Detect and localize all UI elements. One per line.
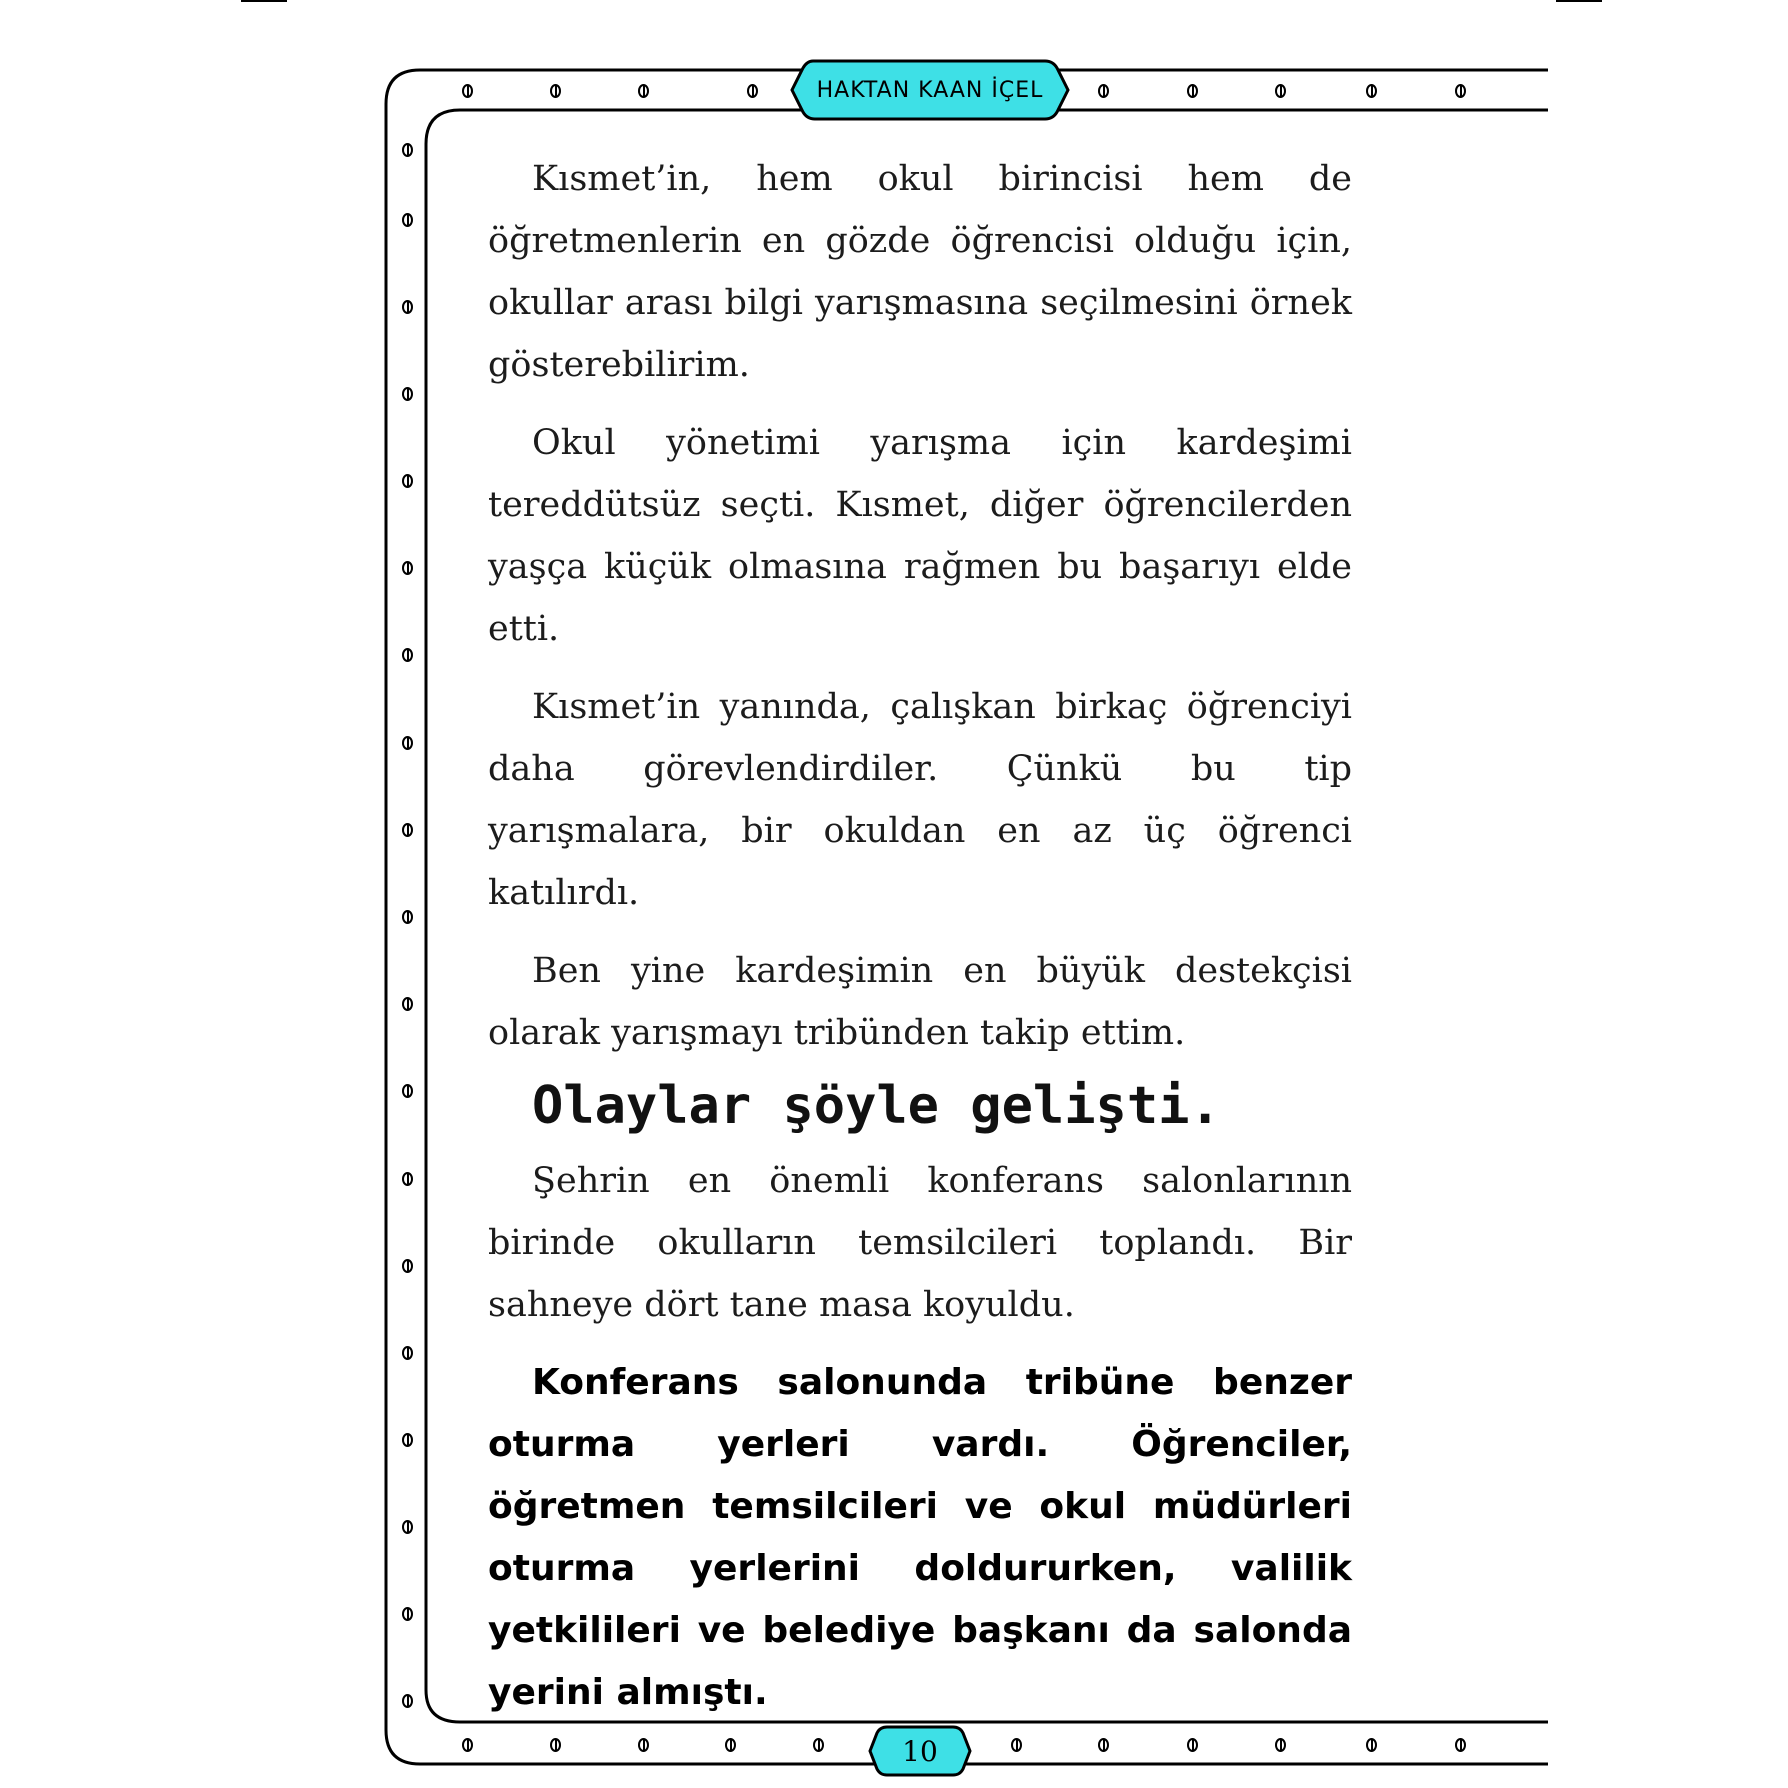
rivet-icon bbox=[1275, 84, 1286, 98]
rivet-icon bbox=[550, 84, 561, 98]
rivet-icon bbox=[402, 1520, 413, 1534]
rivet-icon bbox=[402, 300, 413, 314]
page-content bbox=[488, 148, 1352, 1740]
rivet-icon bbox=[813, 1738, 824, 1752]
page-number-tag bbox=[867, 1724, 973, 1778]
rivet-icon bbox=[462, 84, 473, 98]
rivet-icon bbox=[747, 84, 758, 98]
rivet-icon bbox=[1098, 1738, 1109, 1752]
section-heading: Olaylar şöyle gelişti. bbox=[532, 1076, 1221, 1136]
rivet-icon bbox=[402, 387, 413, 401]
rivet-icon bbox=[402, 910, 413, 924]
rivet-icon bbox=[402, 1433, 413, 1447]
rivet-icon bbox=[402, 1172, 413, 1186]
paragraph: Ben yine kardeşimin en büyük destekçisi olarak yarışmayı tribünden takip ettim. bbox=[488, 951, 1352, 1053]
rivet-icon bbox=[402, 143, 413, 157]
rivet-icon bbox=[402, 1084, 413, 1098]
rivet-icon bbox=[1366, 84, 1377, 98]
paragraph: Kısmet’in, hem okul birincisi hem de öğretmenlerin en gözde öğrencisi olduğu için, okullar arası bilgi yarışmasına seçilmesini örnek gösterebilirim. bbox=[488, 159, 1352, 385]
rivet-icon bbox=[638, 1738, 649, 1752]
rivet-icon bbox=[402, 1607, 413, 1621]
rivet-icon bbox=[402, 823, 413, 837]
paragraph: Okul yönetimi yarışma için kardeşimi tereddütsüz seçti. Kısmet, diğer öğrencilerden yaşça küçük olmasına rağmen bu başarıyı elde etti. bbox=[488, 423, 1352, 649]
rivet-icon bbox=[1455, 84, 1466, 98]
bold-paragraph: Konferans salonunda tribüne benzer oturma yerleri vardı. Öğrenciler, öğretmen temsilcileri ve okul müdürleri oturma yerlerini doldururken, valilik yetkilileri ve belediye başkanı da salonda yerini almıştı. bbox=[488, 1362, 1352, 1713]
rivet-icon bbox=[402, 736, 413, 750]
page-number: 10 bbox=[902, 1734, 938, 1768]
rivet-icon bbox=[402, 213, 413, 227]
rivet-icon bbox=[402, 474, 413, 488]
paragraph: Kısmet’in yanında, çalışkan birkaç öğrenciyi daha görevlendirdiler. Çünkü bu tip yarışmalara, bir okuldan en az üç öğrenci katılırdı. bbox=[488, 687, 1352, 913]
rivet-icon bbox=[1187, 84, 1198, 98]
rivet-icon bbox=[550, 1738, 561, 1752]
rivet-icon bbox=[402, 1346, 413, 1360]
rivet-icon bbox=[1275, 1738, 1286, 1752]
author-tag bbox=[789, 58, 1071, 122]
rivet-icon bbox=[1366, 1738, 1377, 1752]
rivet-icon bbox=[1011, 1738, 1022, 1752]
rivet-icon bbox=[402, 997, 413, 1011]
rivet-icon bbox=[402, 1694, 413, 1708]
rivet-icon bbox=[1455, 1738, 1466, 1752]
rivet-icon bbox=[402, 561, 413, 575]
rivet-icon bbox=[1187, 1738, 1198, 1752]
paragraph: Şehrin en önemli konferans salonlarının birinde okulların temsilcileri toplandı. Bir sahneye dört tane masa koyuldu. bbox=[488, 1161, 1352, 1325]
author-name: HAKTAN KAAN İÇEL bbox=[816, 77, 1044, 103]
rivet-icon bbox=[725, 1738, 736, 1752]
rivet-icon bbox=[638, 84, 649, 98]
rivet-icon bbox=[402, 648, 413, 662]
rivet-icon bbox=[1098, 84, 1109, 98]
rivet-icon bbox=[402, 1259, 413, 1273]
rivet-icon bbox=[462, 1738, 473, 1752]
